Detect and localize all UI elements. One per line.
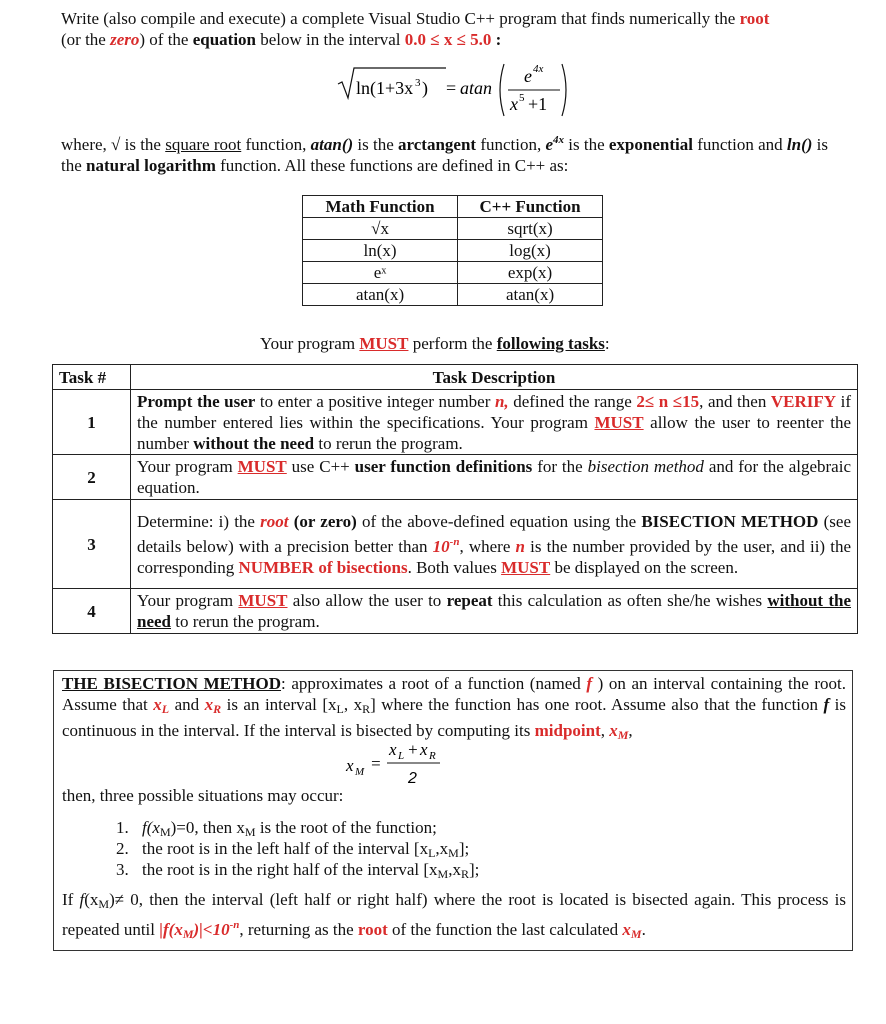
root-highlight: root [739,9,770,28]
must-highlight: MUST [237,457,287,476]
task-text: Your program [137,457,238,476]
task-row-2 [53,455,858,500]
bisection-title: THE BISECTION METHOD [62,674,282,693]
bisection-sub: L [336,702,344,716]
situations-list [116,817,816,880]
task-row-3 [53,500,858,589]
must-line-text: Your program [260,334,360,353]
bisection-text: ] where the function has one root. Assume also that the function [370,695,824,714]
task-text: to rerun the program. [314,433,463,453]
bisection-text: is continuous in the interval. If the interval is bisected by computing its [62,695,847,740]
list-item [116,859,816,880]
bisection-text: ) on an interval containing the root. Assume that [62,674,847,714]
lhs-text: ln(1+3x [356,78,414,98]
cpp-cell: atan(x) [458,284,603,306]
step-sub: M [244,825,256,839]
xr-sub: R [213,702,222,716]
task-text: Determine: i) the [137,511,261,531]
must-line-text: perform the [408,334,497,353]
n-highlight: n [515,536,525,556]
task-number: 4 [53,589,131,634]
denominator-base: x [510,94,518,114]
step-text: ]; [468,860,480,879]
task-table [52,364,858,634]
last-text: of the function the last calculated [387,920,623,939]
denominator-exp: 5 [519,92,525,104]
formula-plus: + [407,740,419,759]
list-item [116,817,816,838]
table-row [303,218,603,240]
task-text: of the above-defined equation using the [356,511,642,531]
task-description [131,500,858,589]
xm-highlight: x [609,721,618,740]
xm-sub: M [630,927,642,941]
where-paragraph [61,130,851,176]
interval-highlight: 0.0 ≤ x ≤ 5.0 [404,30,492,49]
numerator-base: e [524,66,532,86]
midpoint-highlight: midpoint [534,721,601,740]
task-row-4 [53,589,858,634]
midpoint-formula [344,739,484,787]
sqrt-icon: √ [111,135,121,154]
bisection-method-box [53,670,853,951]
xr-highlight: x [204,695,214,714]
exponential-word: exponential [608,135,693,154]
header-cpp-function: C++ Function [458,196,603,218]
xl-highlight: x [153,695,162,714]
formula-equals: = [370,754,382,773]
where-text: is the [120,135,166,154]
step-text: )=0, then x [170,818,245,837]
range-highlight: 2≤ n ≤15 [636,391,700,411]
step-text: ,x [448,860,461,879]
bisection-text: , [600,721,610,740]
task-text: also allow the user to [287,591,447,610]
math-function-table [302,195,603,306]
must-highlight: MUST [238,591,288,610]
bisection-intro [62,673,846,746]
intro-text: : [491,30,502,49]
cpp-cell: exp(x) [458,262,603,284]
bisection-sub: R [362,702,371,716]
sqrt-fn-link: square root [165,135,242,154]
user-function-definitions: user function definitions [354,457,533,476]
abs-sub: M [182,927,194,941]
arctangent-word: arctangent [398,135,477,154]
step-number: 2. [116,839,129,858]
where-text: is the [61,135,828,175]
precision-base: 10 [432,536,450,556]
step-sub: R [460,867,469,881]
lhs-close: ) [422,78,428,98]
numerator-exp: 4x [533,63,544,75]
task-description [131,455,858,500]
without-need: without the need [193,433,315,453]
last-f: f [79,890,85,909]
root-highlight: root [260,511,289,531]
task-text: , and then [699,391,771,411]
task-text: allow the user to reenter the number [137,412,851,453]
f-highlight: f [586,674,593,693]
atan-text: atan [460,78,493,98]
formula-num-a-sub: L [398,750,405,762]
step-text: the root is in the right half of the interval [x [142,860,438,879]
table-row [303,240,603,262]
must-highlight: MUST [359,334,409,353]
task-text: . Both values [407,557,502,577]
bisection-last [62,889,846,945]
bisection-text: , [628,721,633,740]
formula-num-b: x [420,740,428,759]
where-text: function and [692,135,787,154]
intro-paragraph [61,8,851,50]
abs-exp: -n [229,919,240,931]
task-description [131,589,858,634]
precision-exp: -n [449,535,460,548]
bisection-method-bold: BISECTION METHOD [641,511,819,531]
abs-highlight: )|<10 [193,920,230,939]
last-text: (x [84,890,99,909]
task-text: to enter a positive integer number [255,391,495,411]
natural-log-word: natural logarithm [86,156,216,175]
task-text: , where [459,536,516,556]
task-text: this calculation as often she/he wishes [492,591,768,610]
bisection-text: : approximates a root of a function (named [281,674,587,693]
last-text: )≠ 0, then the interval (left half or right half) where the root is located is bisected again. This process is repeated until [62,890,846,939]
math-cell: atan(x) [303,284,458,306]
step-text: f(x [142,818,160,837]
last-text: . [641,920,646,939]
task-number: 1 [53,390,131,455]
last-text: If [62,890,80,909]
where-text: is the [353,135,399,154]
must-line-text: : [604,334,610,353]
formula-denominator: 2 [408,770,417,787]
where-text: function, [476,135,546,154]
task-text: be displayed on the screen. [550,557,739,577]
last-sub: M [98,897,110,911]
task-number: 2 [53,455,131,500]
bisection-then: then, three possible situations may occur: [62,786,344,805]
where-text: is the [564,135,609,154]
repeat-word: repeat [446,591,493,610]
right-paren [562,64,566,116]
exp-exponent: 4x [553,134,565,146]
list-item [116,838,816,859]
main-equation [336,62,596,126]
task-text: if the number entered lies within the specifications. Your program [137,391,851,432]
step-text: is the root of the function; [255,818,437,837]
formula-num-a: x [389,740,397,759]
formula-num-b-sub: R [429,750,436,762]
math-cell: ln(x) [303,240,458,262]
n-highlight: n, [494,391,509,411]
number-of-bisections: NUMBER of bisections [238,557,408,577]
step-sub: M [448,846,459,860]
header-task-description: Task Description [131,365,858,390]
where-text: function, [241,135,311,154]
task-description [131,390,858,455]
following-tasks: following tasks [496,334,605,353]
intro-text: (or the [61,30,111,49]
where-text: where, [61,135,112,154]
lhs-exp: 3 [415,77,421,89]
denominator-rest: +1 [528,94,548,114]
task-row-1 [53,390,858,455]
task-text: Prompt the user [137,391,256,411]
exp-base: e [545,135,554,154]
task-text: defined the range [508,391,637,411]
left-paren [500,64,504,116]
bisection-text: , x [343,695,363,714]
equation-graphic [336,62,596,126]
must-highlight: MUST [594,412,644,432]
task-text: (see details below) with a precision better than [137,511,851,556]
step-number: 1. [116,818,129,837]
formula-lhs: x [346,756,354,775]
task-text: to rerun the program. [171,612,320,631]
bisection-text: and [169,695,205,714]
step-text: ,x [435,839,449,858]
header-math-function: Math Function [303,196,458,218]
table-header-row [303,196,603,218]
equation-word: equation [192,30,257,49]
must-highlight: MUST [501,557,551,577]
formula-lhs-sub: M [355,766,365,778]
step-sub: M [437,867,449,881]
verify-highlight: VERIFY [770,391,837,411]
math-cell: eˣ [303,262,458,284]
header-task-number: Task # [53,365,131,390]
without-need: without the need [137,591,852,631]
or-zero: (or zero) [288,511,357,531]
f-bold: f [823,695,830,714]
xl-sub: L [161,702,170,716]
step-text: ]; [458,839,470,858]
math-cell: √x [303,218,458,240]
cpp-cell: sqrt(x) [458,218,603,240]
cpp-cell: log(x) [458,240,603,262]
equals-sign: = [446,78,457,98]
xm-sub: M [617,728,629,742]
root-highlight: root [357,920,388,939]
xm-highlight: x [622,920,631,939]
task-text: and for the algebraic equation. [137,457,851,497]
atan-fn: atan() [310,135,354,154]
bisection-text: is an interval [x [221,695,337,714]
table-row [303,284,603,306]
ln-fn: ln() [786,135,813,154]
step-text: the root is in the left half of the interval [x [142,839,429,858]
where-text: function. All these functions are defined in C++ as: [215,156,569,175]
intro-text: below in the interval [256,30,405,49]
table-row [303,262,603,284]
task-text: use C++ [286,457,355,476]
intro-text: ) of the [139,30,193,49]
midpoint-formula-graphic [344,739,484,787]
task-header-row [53,365,858,390]
task-text: for the [532,457,588,476]
step-sub: L [428,846,436,860]
task-number: 3 [53,500,131,589]
task-text: Your program [137,591,239,610]
abs-highlight: |f(x [159,920,183,939]
step-sub: M [159,825,171,839]
last-text: , returning as the [239,920,358,939]
step-number: 3. [116,860,129,879]
must-perform-line [260,333,610,354]
intro-text: Write (also compile and execute) a complete Visual Studio C++ program that finds numerically the [61,9,740,28]
zero-highlight: zero [110,30,140,49]
bisection-method-italic: bisection method [587,457,704,476]
task-text: is the number provided by the user, and ii) the corresponding [137,536,851,577]
